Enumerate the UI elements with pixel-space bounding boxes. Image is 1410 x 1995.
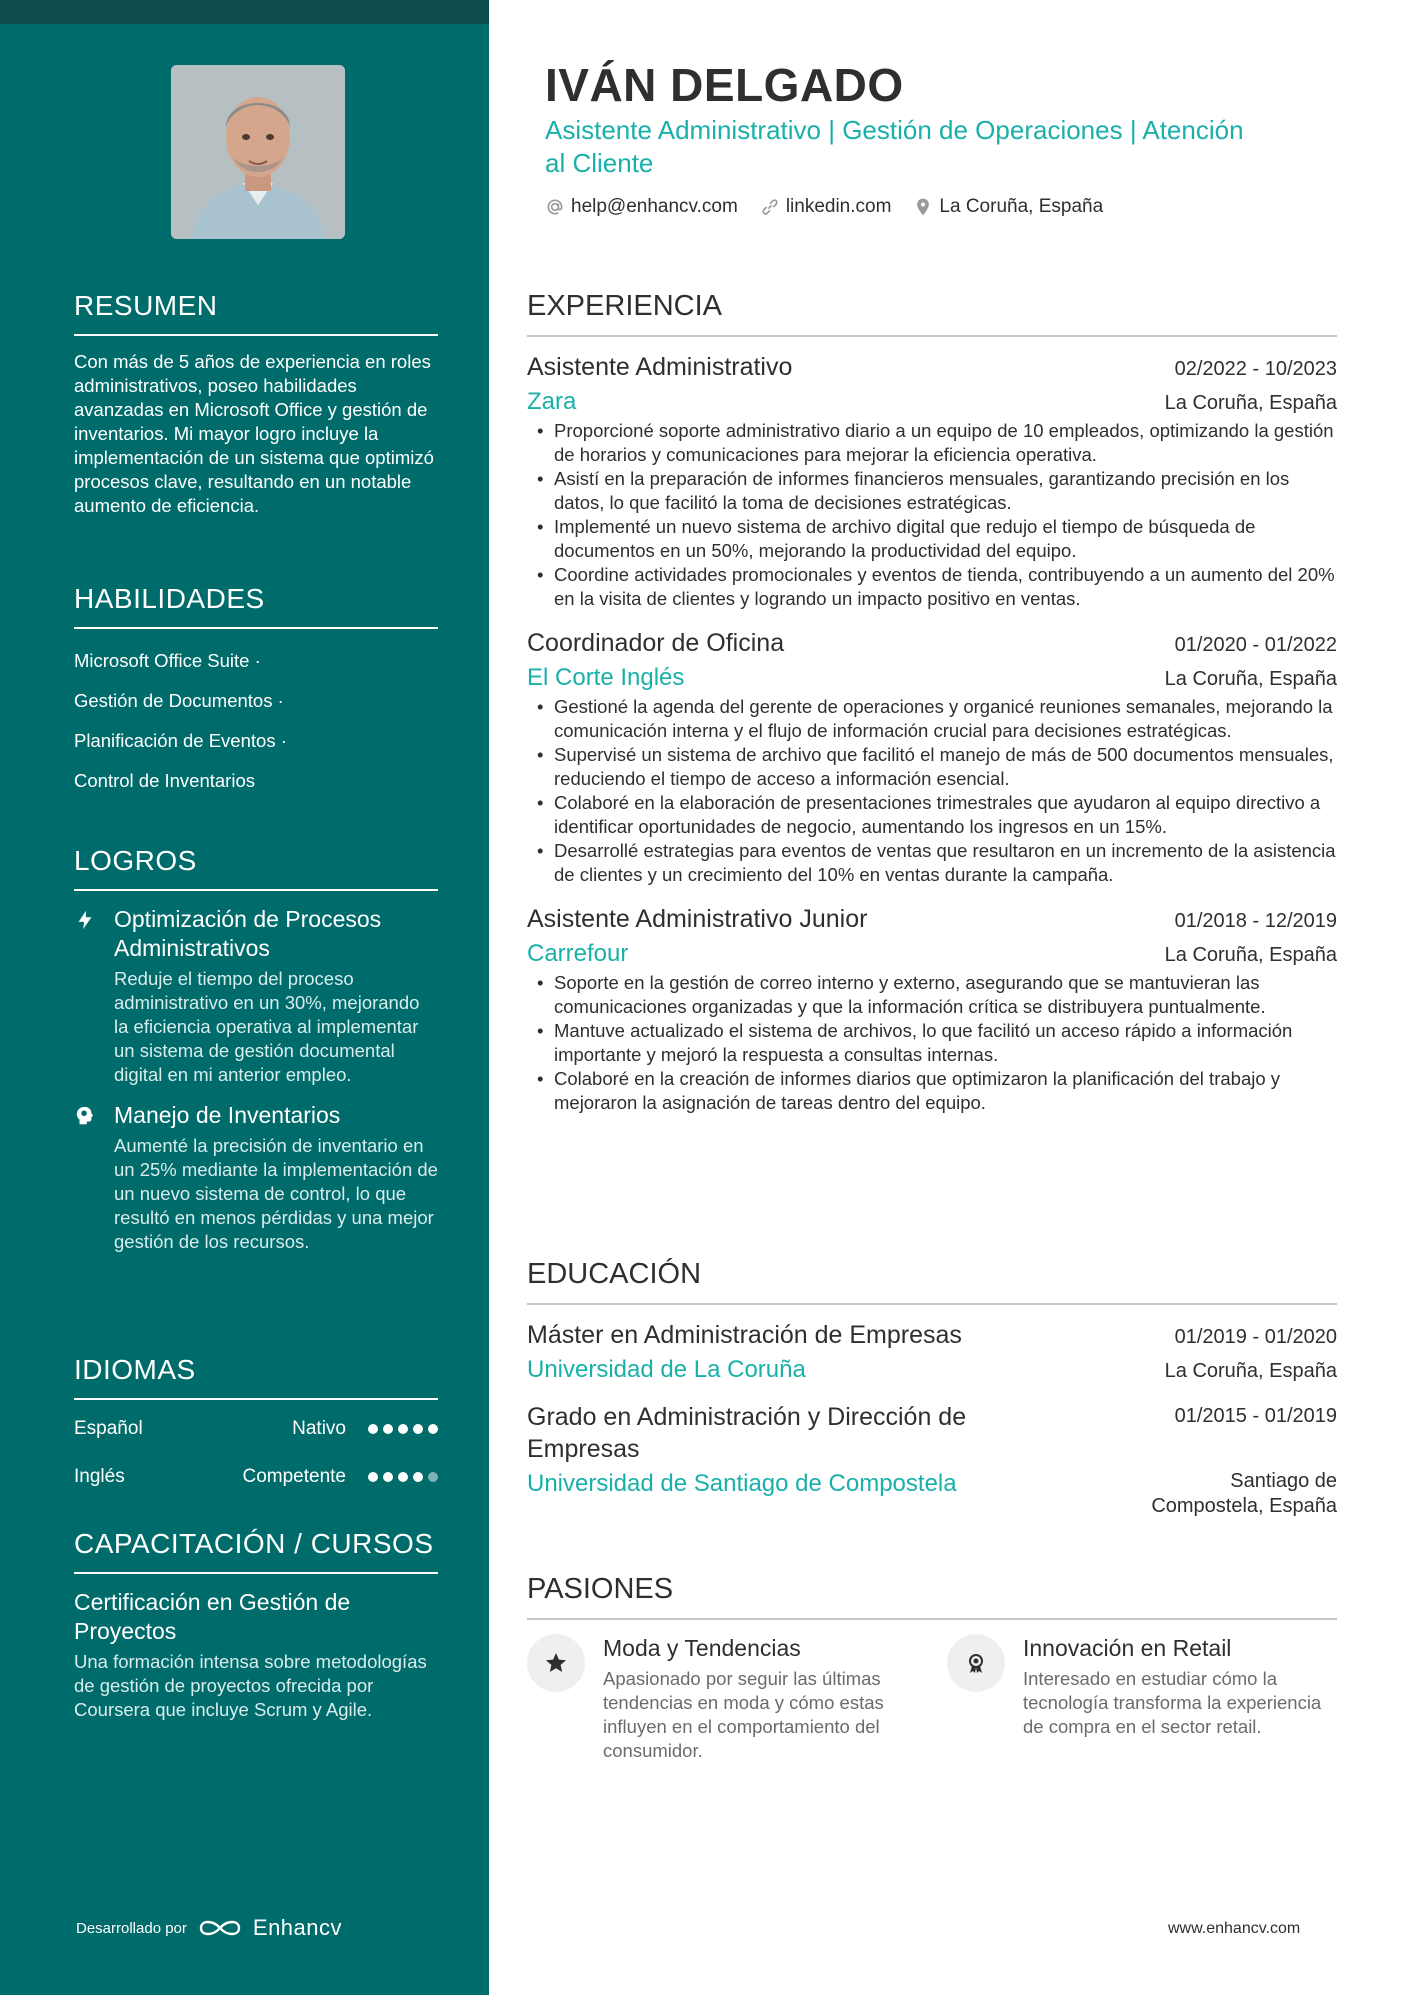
job-entry <box>527 627 1337 887</box>
job-bullet: • Colaboré en la creación de informes diarios que optimizaron la planificación del trabajo y mejoraron la asignación de tareas dentro del equipo. <box>527 1067 1337 1115</box>
job-dates: 01/2018 - 12/2019 <box>1174 910 1337 932</box>
job-company: Carrefour <box>527 940 629 967</box>
job-entry <box>527 903 1337 1115</box>
courses-heading: CAPACITACIÓN / CURSOS <box>74 1528 438 1574</box>
skill-item: Gestión de Documentos · <box>74 690 284 711</box>
language-name: Inglés <box>74 1466 125 1487</box>
rating-dot-filled <box>413 1424 423 1434</box>
passion-title: Moda y Tendencias <box>603 1635 801 1661</box>
summary-section <box>74 290 438 518</box>
job-title: Asistente Administrativo <box>527 353 793 381</box>
job-bullet: • Gestioné la agenda del gerente de operaciones y organicé reuniones semanales, mejorando la comunicación interna y el flujo de información crucial para decisiones estratégicas. <box>527 695 1337 743</box>
degree-title: Máster en Administración de Empresas <box>527 1321 962 1349</box>
candidate-headline: Asistente Administrativo | Gestión de Operaciones | Atención al Cliente <box>545 115 1244 178</box>
rating-dot-filled <box>413 1472 423 1482</box>
language-level: Nativo <box>292 1418 346 1439</box>
skill-item: Planificación de Eventos · <box>74 730 287 751</box>
summary-text: Con más de 5 años de experiencia en roles administrativos, poseo habilidades avanzadas en Microsoft Office y gestión de inventarios. Mi mayor logro incluye la implementación de un sistema que optimizó procesos clave, resultando en un notable aumento de eficiencia. <box>74 351 434 516</box>
contact-linkedin[interactable] <box>760 196 892 218</box>
skill-item: Control de Inventarios <box>74 770 255 791</box>
languages-heading: IDIOMAS <box>74 1354 438 1400</box>
school-location: La Coruña, España <box>1164 1360 1337 1382</box>
passion-item <box>527 1634 917 1763</box>
job-location: La Coruña, España <box>1164 944 1337 966</box>
email-text: help@enhancv.com <box>571 196 738 217</box>
head-idea-icon <box>74 1101 114 1254</box>
job-entry <box>527 351 1337 611</box>
rating-dot-filled <box>398 1424 408 1434</box>
job-bullet: • Soporte en la gestión de correo interno y externo, asegurando que se mantuvieran las comunicaciones organizadas y que la información crítica se distribuyera puntualmente. <box>527 971 1337 1019</box>
languages-section <box>74 1354 438 1510</box>
job-bullet: • Coordine actividades promocionales y eventos de tienda, contribuyendo a un aumento del 20% en la visita de clientes y logrando un impacto positivo en ventas. <box>527 563 1337 611</box>
job-bullet: • Desarrollé estrategias para eventos de ventas que resultaron en un incremento de la asistencia de clientes y un crecimiento del 10% en ventas durante la campaña. <box>527 839 1337 887</box>
rating-dot-filled <box>368 1424 378 1434</box>
degree-dates: 01/2019 - 01/2020 <box>1174 1326 1337 1348</box>
rating-dot-filled <box>428 1424 438 1434</box>
education-entry <box>527 1319 1337 1385</box>
rating-dot-filled <box>383 1472 393 1482</box>
job-bullet: • Supervisé un sistema de archivo que facilitó el manejo de más de 500 documentos mensuales, reduciendo el tiempo de acceso a información esencial. <box>527 743 1337 791</box>
achievement-desc: Aumenté la precisión de inventario en un 25% mediante la implementación de un nuevo sistema de control, lo que resultó en menos pérdidas y una mejor gestión de los recursos. <box>114 1135 438 1252</box>
star-icon <box>527 1634 585 1692</box>
job-bullets <box>527 419 1337 611</box>
sidebar-top-band <box>0 0 489 24</box>
job-bullet: • Proporcioné soporte administrativo diario a un equipo de 10 empleados, optimizando la gestión de horarios y comunicaciones para mejorar la eficiencia operativa. <box>527 419 1337 467</box>
job-bullet: • Asistí en la preparación de informes financieros mensuales, garantizando precisión en los datos, lo que facilitó la toma de decisiones estratégicas. <box>527 467 1337 515</box>
job-dates: 01/2020 - 01/2022 <box>1174 634 1337 656</box>
language-level: Competente <box>242 1466 346 1487</box>
achievement-item <box>74 1101 438 1254</box>
achievement-title: Optimización de Procesos Administrativos <box>114 906 382 961</box>
job-title: Asistente Administrativo Junior <box>527 905 868 933</box>
location-text: La Coruña, España <box>939 196 1104 217</box>
skills-heading: HABILIDADES <box>74 583 438 629</box>
job-title: Coordinador de Oficina <box>527 629 785 657</box>
job-bullet: • Mantuve actualizado el sistema de archivos, lo que facilitó un acceso rápido a información importante y mejoró la respuesta a consultas internas. <box>527 1019 1337 1067</box>
experience-section <box>527 290 1337 1131</box>
enhancv-brand: Enhancv <box>252 1915 343 1940</box>
achievement-desc: Reduje el tiempo del proceso administrativo en un 30%, mejorando la eficiencia operativa al implementar un sistema de gestión documental digital en mi anterior empleo. <box>114 968 420 1085</box>
education-entry <box>527 1401 1337 1519</box>
at-icon <box>545 197 565 217</box>
job-bullet: • Implementé un nuevo sistema de archivo digital que redujo el tiempo de búsqueda de documentos en un 50%, mejorando la productividad del equipo. <box>527 515 1337 563</box>
job-dates: 02/2022 - 10/2023 <box>1174 358 1337 380</box>
language-row <box>74 1414 438 1444</box>
achievement-title: Manejo de Inventarios <box>114 1102 341 1128</box>
rating-dot-empty <box>428 1472 438 1482</box>
linkedin-text: linkedin.com <box>785 196 892 217</box>
degree-dates: 01/2015 - 01/2019 <box>1174 1405 1337 1427</box>
profile-photo <box>171 65 345 239</box>
contact-email[interactable] <box>545 196 738 218</box>
course-title: Certificación en Gestión de Proyectos <box>74 1589 351 1644</box>
job-location: La Coruña, España <box>1164 668 1337 690</box>
rating-dot-filled <box>383 1424 393 1434</box>
contact-list <box>545 196 1103 218</box>
courses-section <box>74 1528 438 1722</box>
school-location: Santiago de Compostela, España <box>1151 1470 1337 1517</box>
skills-section <box>74 583 438 809</box>
skill-item: Microsoft Office Suite · <box>74 650 261 671</box>
language-rating <box>368 1472 438 1482</box>
job-location: La Coruña, España <box>1164 392 1337 414</box>
passion-desc: Interesado en estudiar cómo la tecnología transforma la experiencia de compra en el sector retail. <box>1023 1668 1322 1737</box>
powered-by <box>76 1915 342 1941</box>
website-link[interactable]: www.enhancv.com <box>1168 1920 1301 1937</box>
achievement-item <box>74 905 438 1087</box>
job-company: Zara <box>527 388 577 415</box>
bolt-icon <box>74 905 114 1087</box>
degree-title: Grado en Administración y Dirección de Empresas <box>527 1403 967 1463</box>
award-icon <box>947 1634 1005 1692</box>
passion-desc: Apasionado por seguir las últimas tendencias en moda y cómo estas influyen en el comportamiento del consumidor. <box>603 1668 884 1761</box>
achievements-heading: LOGROS <box>74 845 438 891</box>
powered-by-label: Desarrollado por <box>76 1919 187 1937</box>
candidate-name: IVÁN DELGADO <box>545 59 904 111</box>
language-rating <box>368 1424 438 1434</box>
passion-title: Innovación en Retail <box>1023 1635 1232 1661</box>
achievements-section <box>74 845 438 1268</box>
rating-dot-filled <box>398 1472 408 1482</box>
enhancv-logo-icon <box>197 1915 243 1941</box>
portrait-image <box>171 65 345 239</box>
education-heading: EDUCACIÓN <box>527 1258 1337 1305</box>
location-pin-icon <box>913 197 933 217</box>
experience-heading: EXPERIENCIA <box>527 290 1337 337</box>
job-bullets <box>527 695 1337 887</box>
sidebar <box>0 0 489 1995</box>
language-name: Español <box>74 1418 143 1439</box>
school-name: Universidad de Santiago de Compostela <box>527 1470 957 1497</box>
job-company: El Corte Inglés <box>527 664 685 691</box>
passions-section <box>527 1573 1337 1763</box>
job-bullet: • Colaboré en la elaboración de presentaciones trimestrales que ayudaron al equipo directivo a identificar oportunidades de negocio, aumentando los ingresos en un 15%. <box>527 791 1337 839</box>
education-section <box>527 1258 1337 1535</box>
passions-heading: PASIONES <box>527 1573 1337 1620</box>
contact-location <box>913 196 1103 218</box>
passion-item <box>947 1634 1337 1763</box>
job-bullets <box>527 971 1337 1115</box>
link-icon <box>760 197 780 217</box>
summary-heading: RESUMEN <box>74 290 438 336</box>
school-name: Universidad de La Coruña <box>527 1356 806 1383</box>
language-row <box>74 1462 438 1492</box>
rating-dot-filled <box>368 1472 378 1482</box>
course-desc: Una formación intensa sobre metodologías de gestión de proyectos ofrecida por Coursera que incluye Scrum y Agile. <box>74 1651 427 1720</box>
